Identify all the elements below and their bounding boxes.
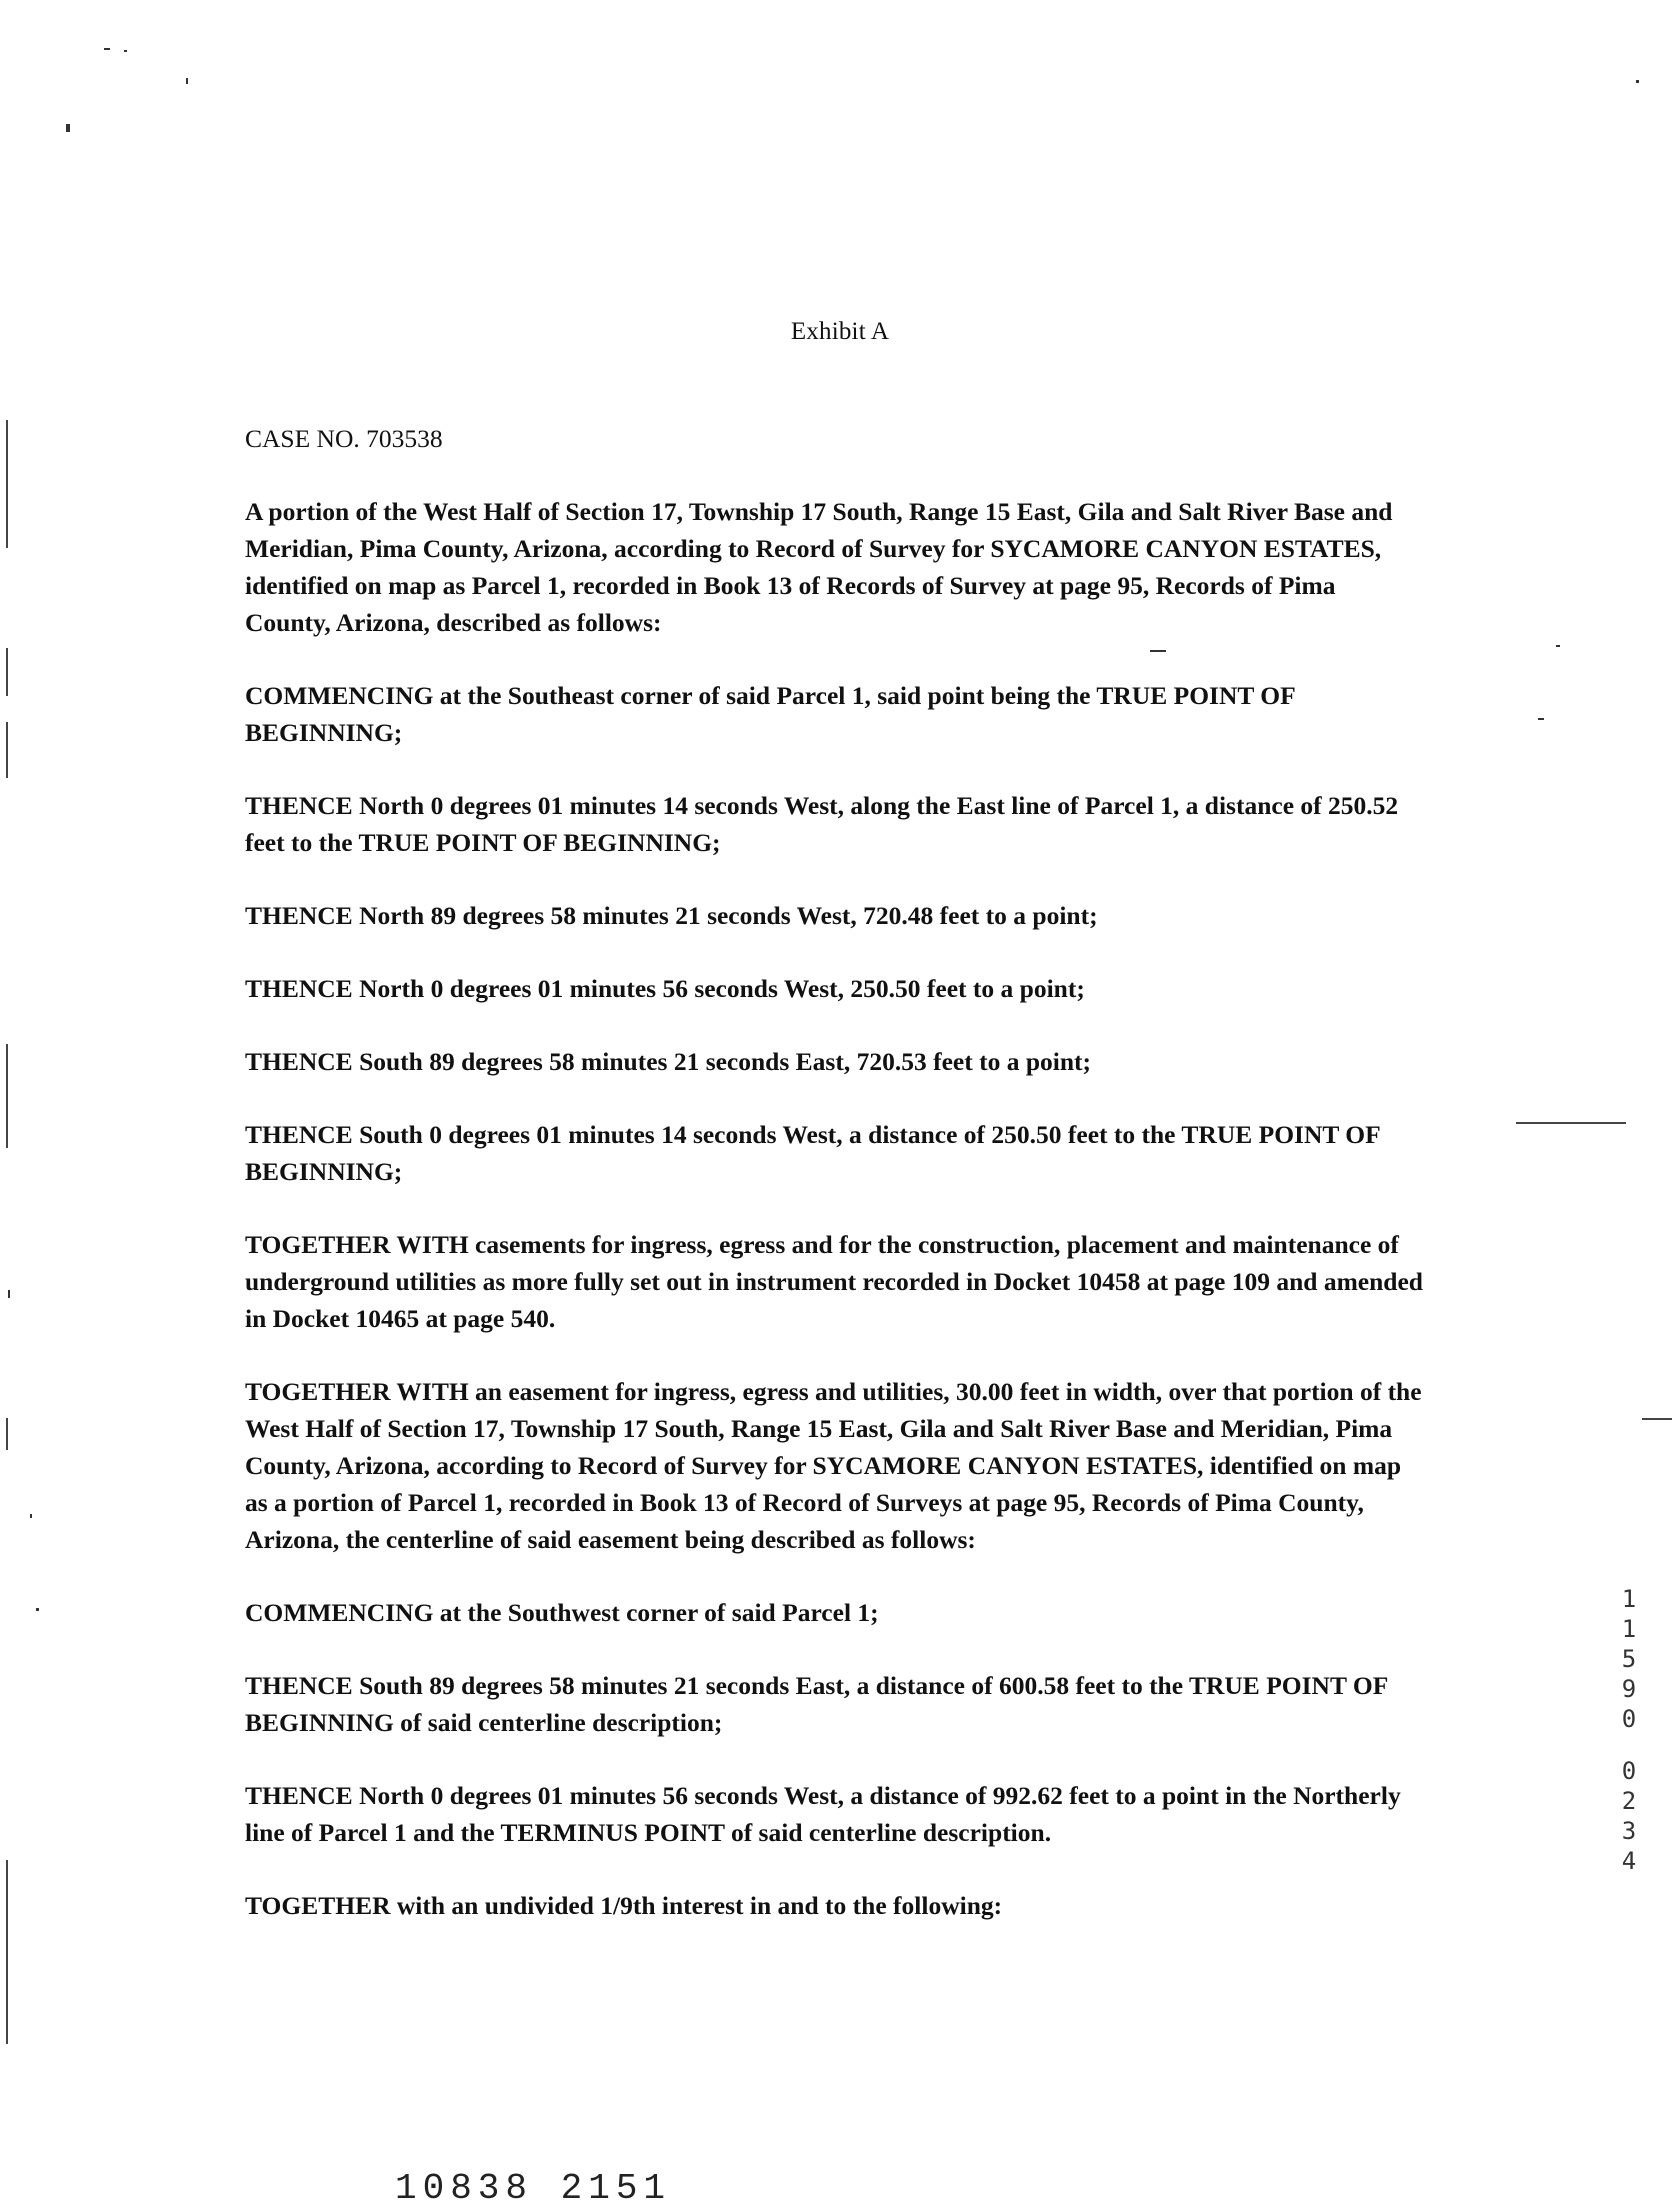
paragraph-thence-centerline-1: THENCE South 89 degrees 58 minutes 21 seconds East, a distance of 600.58 feet to the TRUE POINT OF BEGINNING of said centerline description; [245, 1671, 1388, 1737]
stamp-digit: 1 [1621, 1585, 1637, 1613]
stamp-digit: 9 [1621, 1675, 1637, 1703]
paragraph-thence-centerline-2: THENCE North 0 degrees 01 minutes 56 seconds West, a distance of 992.62 feet to a point in the Northerly line of Parcel 1 and the TERMINUS POINT of said centerline description. [245, 1781, 1401, 1847]
scan-speck [186, 78, 188, 84]
paragraph-commencing: COMMENCING at the Southeast corner of said Parcel 1, said point being the TRUE POINT OF BEGINNING; [245, 681, 1295, 747]
scan-dash [1516, 1122, 1626, 1124]
scan-speck [1556, 645, 1560, 647]
scan-edge-line [6, 1860, 8, 2044]
scan-edge-line [6, 1044, 8, 1148]
paragraph-commencing-southwest: COMMENCING at the Southwest corner of said Parcel 1; [245, 1598, 879, 1627]
scan-edge-line [6, 1418, 8, 1450]
scan-speck [124, 50, 127, 52]
stamp-digit: 4 [1621, 1847, 1637, 1875]
exhibit-title-text: Exhibit A [790, 318, 890, 345]
paragraph-description: A portion of the West Half of Section 17, Township 17 South, Range 15 East, Gila and Salt River Base and Meridian, Pima County, Arizona, according to Record of Survey for SYCAMORE CANYON ESTATES, identified on map as Parcel 1, recorded in Book 13 of Records of Survey at page 95, Records of Pima County, Arizona, described as follows: [245, 497, 1393, 637]
stamp-digit: 3 [1621, 1817, 1637, 1845]
paragraph-thence-1: THENCE North 0 degrees 01 minutes 14 seconds West, along the East line of Parcel 1, a distance of 250.52 feet to the TRUE POINT OF BEGINNING; [245, 791, 1399, 857]
scan-speck [8, 1290, 10, 1298]
paragraph-thence-3: THENCE North 0 degrees 01 minutes 56 seconds West, 250.50 feet to a point; [245, 974, 1085, 1003]
scan-speck [104, 48, 110, 50]
scan-speck [1538, 718, 1544, 720]
paragraph-together-interest: TOGETHER with an undivided 1/9th interest in and to the following: [245, 1891, 1003, 1920]
scan-speck [30, 1514, 32, 1518]
document-body [245, 420, 1425, 1960]
scan-edge-line [6, 648, 8, 696]
scan-speck [66, 124, 70, 132]
paragraph-thence-2: THENCE North 89 degrees 58 minutes 21 seconds West, 720.48 feet to a point; [245, 901, 1098, 930]
scan-dash [1642, 1418, 1672, 1420]
stamp-digit: 1 [1621, 1615, 1637, 1643]
stamp-digit: 5 [1621, 1645, 1637, 1673]
stamp-digit: 2 [1621, 1787, 1637, 1815]
stamp-digit: 0 [1621, 1757, 1637, 1785]
case-number: CASE NO. 703538 [245, 424, 443, 453]
scan-speck [1636, 80, 1639, 83]
scan-edge-line [6, 420, 8, 548]
exhibit-title [0, 318, 1680, 346]
paragraph-together-easements: TOGETHER WITH casements for ingress, egress and for the construction, placement and maintenance of underground utilities as more fully set out in instrument recorded in Docket 10458 at page 109 and amended in Docket 10465 at page 540. [245, 1230, 1423, 1333]
scan-edge-line [6, 722, 8, 778]
paragraph-thence-5: THENCE South 0 degrees 01 minutes 14 seconds West, a distance of 250.50 feet to the TRUE POINT OF BEGINNING; [245, 1120, 1380, 1186]
paragraph-together-easement-centerline: TOGETHER WITH an easement for ingress, egress and utilities, 30.00 feet in width, over that portion of the West Half of Section 17, Township 17 South, Range 15 East, Gila and Salt River Base and Meridian, Pima County, Arizona, according to Record of Survey for SYCAMORE CANYON ESTATES, identified on map as a portion of Parcel 1, recorded in Book 13 of Record of Surveys at page 95, Records of Pima County, Arizona, the centerline of said easement being described as follows: [245, 1377, 1422, 1554]
recording-number-stamp [1618, 1584, 1640, 1876]
docket-page-number: 10838 2151 [395, 2168, 672, 2209]
paragraph-thence-4: THENCE South 89 degrees 58 minutes 21 seconds East, 720.53 feet to a point; [245, 1047, 1092, 1076]
stamp-gap [1618, 1734, 1640, 1756]
scan-speck [36, 1608, 39, 1611]
stamp-digit: 0 [1621, 1705, 1637, 1733]
